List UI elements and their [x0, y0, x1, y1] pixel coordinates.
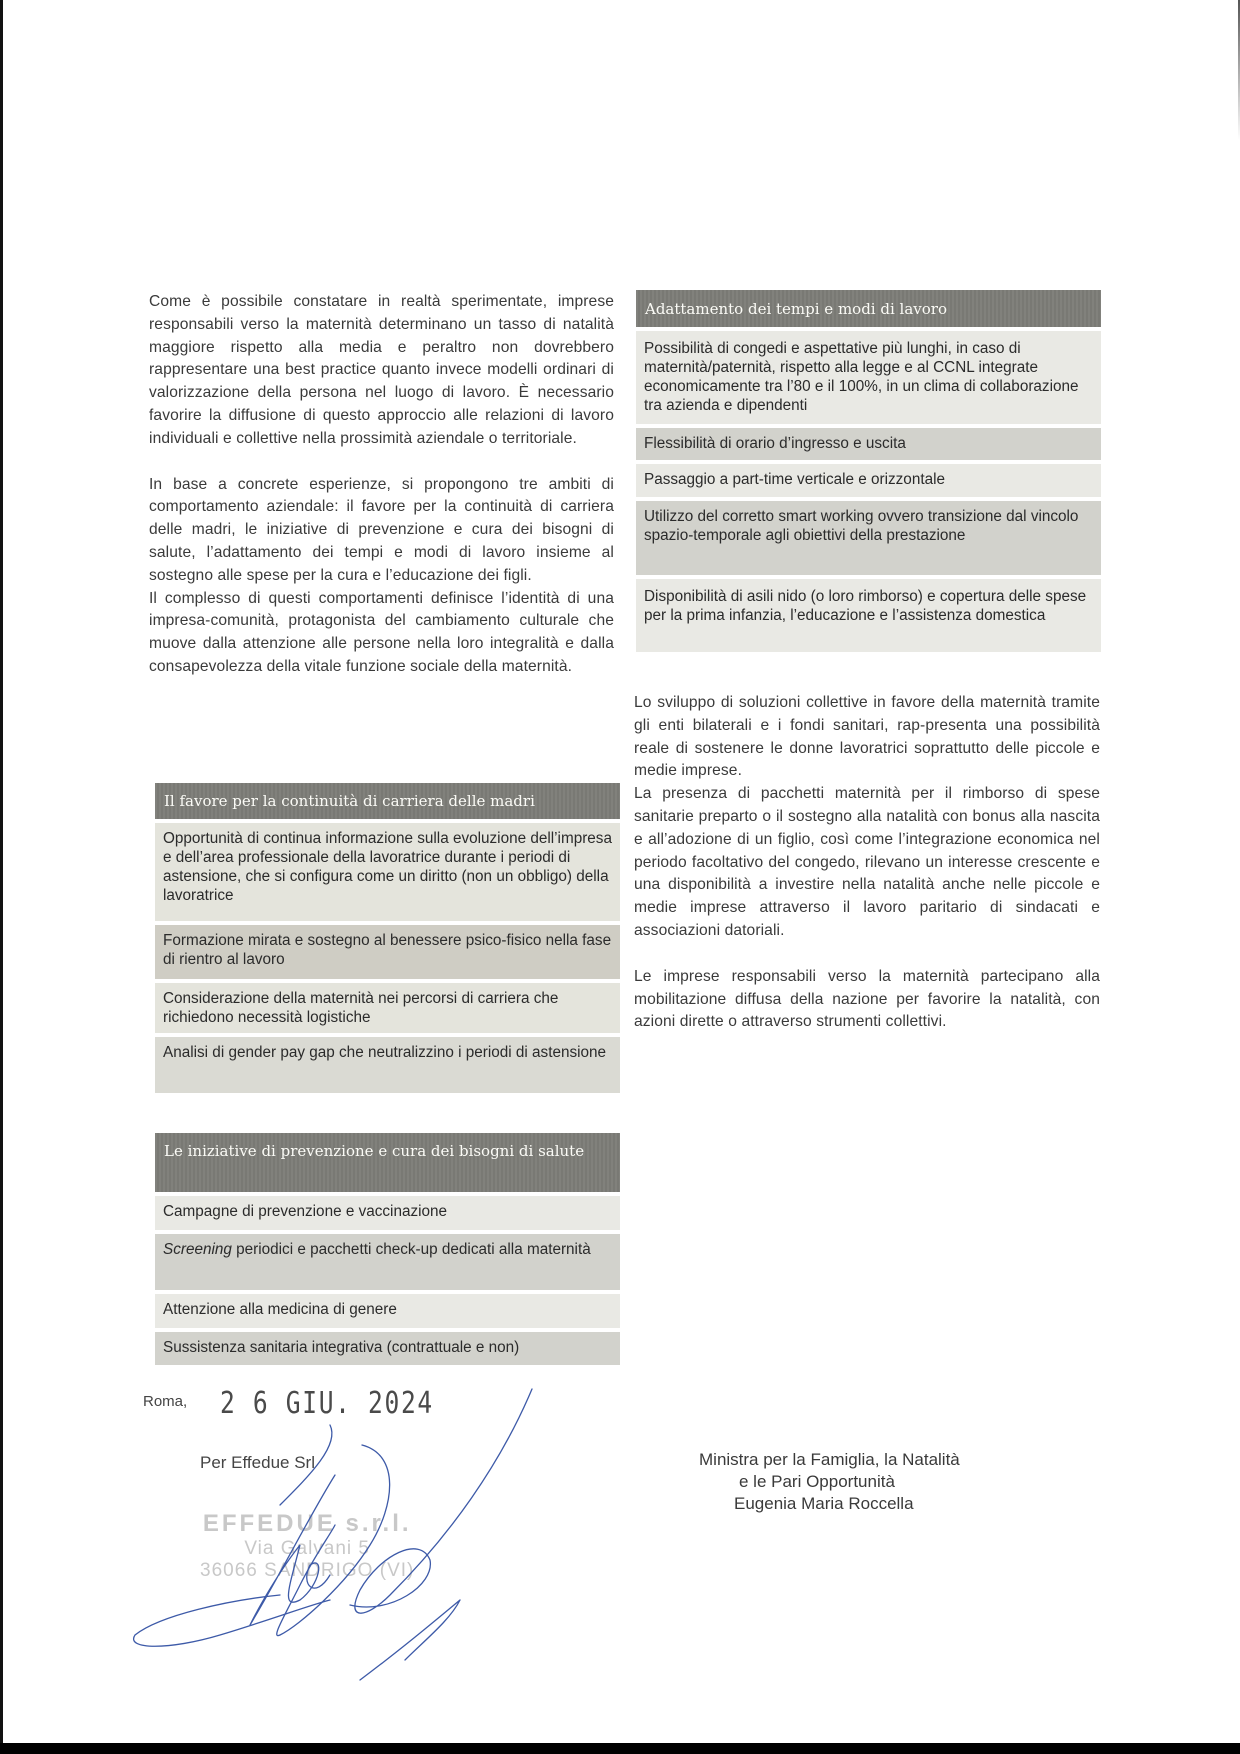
box-work-item: Passaggio a part-time verticale e orizzontale: [636, 464, 1101, 497]
paragraph-intro: Come è possibile constatare in realtà sperimentate, imprese responsabili verso la maternità determinano un tasso di natalità maggiore rispetto alla media e peraltro non dovrebbero rappresentare una best practice quanto invece modelli ordinari di valorizzazione della persona nel luogo di lavoro. È necessario favorire la diffusione di questo approccio alle relazioni di lavoro individuali e collettive nella prossimità aziendale o territoriale.: [149, 293, 614, 447]
right-column-text: [634, 692, 1100, 1034]
box-health-item-text: periodici e pacchetti check-up dedicati alla maternità: [236, 1241, 591, 1258]
date-stamp: 2 6 GIU. 2024: [220, 1386, 434, 1421]
box-health-item: [155, 1234, 620, 1290]
minister-name: Eugenia Maria Roccella: [734, 1494, 914, 1513]
left-column-text: [149, 291, 614, 679]
paragraph-mobilitazione: Le imprese responsabili verso la maternità partecipano alla mobilitazione diffusa della nazione per favorire la natalità, con azioni dirette o attraverso strumenti collettivi.: [634, 967, 1100, 1031]
box-career-item: Opportunità di continua informazione sulla evoluzione dell’impresa e dell’area professionale della lavoratrice durante i periodi di astensione, che si configura come un diritto (non un obbligo) della lavoratrice: [155, 823, 620, 921]
stamp-company-name: EFFEDUE s.r.l.: [202, 1510, 412, 1537]
box-health-item: Campagne di prevenzione e vaccinazione: [155, 1196, 620, 1230]
box-career-item: Analisi di gender pay gap che neutralizzino i periodi di astensione: [155, 1037, 620, 1093]
scan-edge-left: [0, 0, 3, 1754]
box-health-title: Le iniziative di prevenzione e cura dei bisogni di salute: [155, 1133, 620, 1192]
box-work-title: Adattamento dei tempi e modi di lavoro: [636, 290, 1101, 327]
stamp-city: 36066 SANDRIGO (VI): [200, 1560, 415, 1581]
box-health-prevention: [155, 1133, 620, 1365]
minister-title-line2: e le Pari Opportunità: [739, 1472, 895, 1491]
minister-signature-block: [699, 1449, 960, 1515]
italic-screening: Screening: [163, 1241, 232, 1258]
stamp-address: Via Galvani 5: [244, 1538, 370, 1559]
box-health-item: Sussistenza sanitaria integrativa (contrattuale e non): [155, 1332, 620, 1365]
box-career-title: Il favore per la continuità di carriera delle madri: [155, 783, 620, 819]
box-work-adaptation: [636, 290, 1101, 652]
paragraph-pacchetti-maternita: La presenza di pacchetti maternità per il rimborso di spese sanitarie preparto o il sostegno alla natalità con bonus alla nascita e all’adozione di un figlio, così come l’integrazione economica nel periodo facoltativo del congedo, rilevano un interesse crescente e una disponibilità a investire nella natalità anche nelle piccole e medie imprese attraverso il lavoro paritario di sindacati e associazioni datoriali.: [634, 785, 1100, 939]
paragraph-impresa-comunita: Il complesso di questi comportamenti definisce l’identità di una impresa-comunità, protagonista del cambiamento culturale che muove dalla attenzione alle persone nella loro integralità e dalla consapevolezza della vitale funzione sociale della maternità.: [149, 589, 614, 675]
box-career-continuity: [155, 783, 620, 1093]
handwritten-signature-icon: [130, 1385, 550, 1685]
box-work-item: Possibilità di congedi e aspettative più lunghi, in caso di maternità/paternità, rispetto alla legge e al CCNL integrate economicamente tra l’80 e il 100%, in un clima di collaborazione tra azienda e dipendenti: [636, 331, 1101, 424]
box-work-item: Flessibilità di orario d’ingresso e uscita: [636, 428, 1101, 460]
box-work-item: Disponibilità di asili nido (o loro rimborso) e copertura delle spese per la prima infanzia, l’educazione e l’assistenza domestica: [636, 579, 1101, 652]
company-signatory-label: Per Effedue Srl: [200, 1453, 315, 1472]
place-label: Roma,: [143, 1393, 188, 1410]
box-health-item: Attenzione alla medicina di genere: [155, 1294, 620, 1328]
box-work-item: Utilizzo del corretto smart working ovvero transizione dal vincolo spazio-temporale agli obiettivi della prestazione: [636, 501, 1101, 575]
paragraph-ambiti: In base a concrete esperienze, si propongono tre ambiti di comportamento aziendale: il favore per la continuità di carriera delle madri, le iniziative di prevenzione e cura dei bisogni di salute, l’adattamento dei tempi e modi di lavoro insieme al sostegno alle spese per la cura e l’educazione dei figli.: [149, 475, 614, 584]
paragraph-soluzioni-collettive: Lo sviluppo di soluzioni collettive in favore della maternità tramite gli enti bilaterali e i fondi sanitari, rap-presenta una possibilità reale di sostenere le donne lavoratrici soprattutto delle piccole e medie imprese.: [634, 694, 1100, 780]
scan-bottom-border: [0, 1743, 1240, 1754]
box-career-item: Formazione mirata e sostegno al benessere psico-fisico nella fase di rientro al lavoro: [155, 925, 620, 979]
minister-title-line1: Ministra per la Famiglia, la Natalità: [699, 1450, 960, 1469]
box-career-item: Considerazione della maternità nei percorsi di carriera che richiedono necessità logistiche: [155, 983, 620, 1033]
